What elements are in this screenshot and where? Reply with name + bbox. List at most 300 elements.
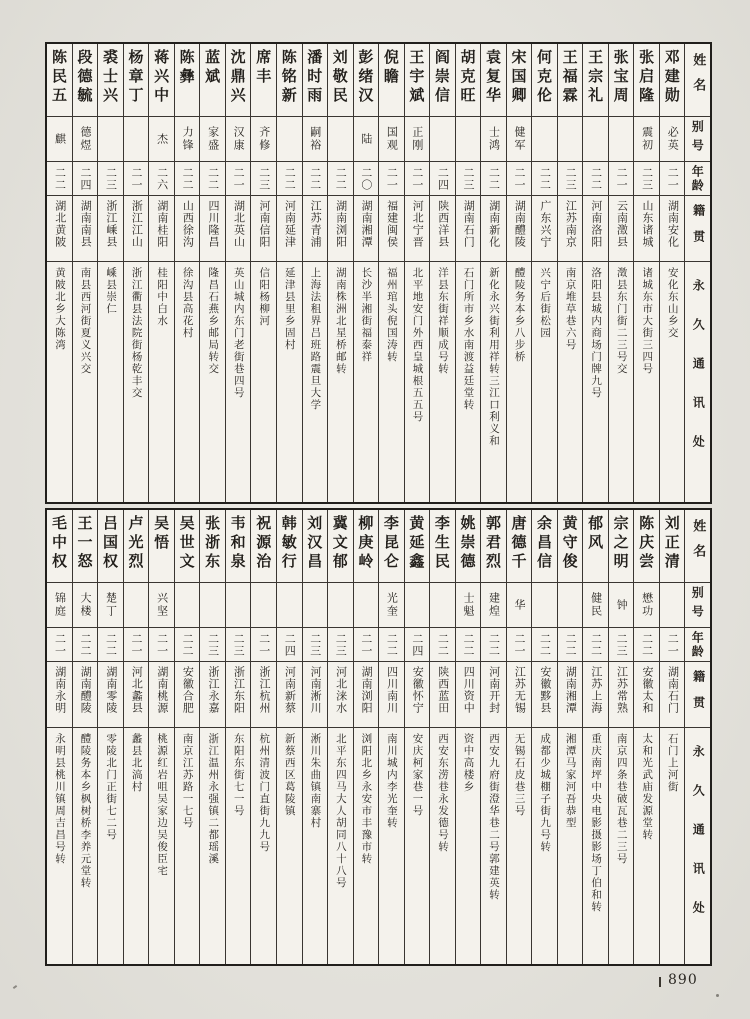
entry-cell-origin [124,661,149,727]
entry-origin: 江苏青浦 [309,200,323,248]
entry-cell-alias [634,116,659,161]
entry-cell-age [430,627,455,661]
entry-address: 西安九府街澄华巷二号郭建英转 [488,733,501,901]
entry-origin: 浙江东阳 [232,666,246,714]
entry-cell-age [124,627,149,661]
entry-cell-address [609,261,634,502]
entry-column [455,44,481,502]
entry-address: 长沙半湘街福泰祥 [360,267,373,363]
entry-cell-origin [73,195,98,261]
entry-cell-address [149,261,174,502]
header-cell-age [685,161,710,195]
entry-cell-name [175,510,200,582]
entry-column [123,510,149,964]
entry-age: 二四 [78,166,92,191]
entry-age: 二一 [232,166,246,191]
entry-address: 石门所市乡水南渡益廷堂转 [462,267,475,411]
entry-cell-age [175,627,200,661]
entry-cell-address [328,261,353,502]
entry-cell-alias [481,116,506,161]
entry-column [353,44,379,502]
header-cell-alias [685,582,710,627]
entry-cell-alias [98,582,123,627]
entry-cell-origin [507,661,532,727]
entry-column [47,510,72,964]
entry-age: 二一 [385,166,399,191]
entry-address: 淅川朱曲镇南寨村 [309,733,322,829]
entry-cell-origin [379,661,404,727]
entry-alias: 汉康 [232,126,246,152]
entry-age: 二一 [359,632,373,657]
entry-age: 二一 [130,632,144,657]
entry-name: 郁风 [586,515,605,553]
entry-address: 延津县里乡固村 [283,267,296,351]
entry-name: 席丰 [254,49,273,87]
entry-address: 西安东涝巷永发德号转 [436,733,449,853]
entry-cell-address [660,261,685,502]
header-cell-address [685,261,710,502]
entry-column [404,44,430,502]
entry-address: 浙江温州永强镇二都瑶溪 [207,733,220,865]
entry-cell-address [328,727,353,964]
header-cell-origin [685,195,710,261]
entry-cell-origin [149,661,174,727]
entry-name: 段德毓 [75,49,94,106]
entry-cell-origin [634,661,659,727]
entry-column [276,510,302,964]
entry-cell-name [328,44,353,116]
entry-cell-address [660,727,685,964]
entry-address: 南川城内李光奎转 [385,733,398,829]
header-age-label: 年龄 [690,164,705,193]
entry-cell-origin [532,195,557,261]
entry-cell-alias [277,116,302,161]
entry-address: 徐沟县高花村 [181,267,194,339]
entry-name: 沈鼎兴 [228,49,247,106]
entry-cell-address [354,727,379,964]
entry-cell-age [456,627,481,661]
entry-cell-origin [251,661,276,727]
entry-cell-origin [558,195,583,261]
entry-cell-age [481,161,506,195]
entry-name: 卢光烈 [126,515,145,572]
entry-address: 醴陵务本乡枫树桥李养元堂转 [79,733,92,889]
entry-cell-origin [660,661,685,727]
entry-cell-name [609,44,634,116]
entry-cell-age [558,161,583,195]
entry-origin: 湖南醴陵 [513,200,527,248]
entry-cell-name [583,44,608,116]
entry-origin: 湖南桂阳 [155,200,169,248]
entry-alias: 健军 [513,126,527,152]
entry-alias: 齐修 [257,126,271,152]
entry-cell-age [277,627,302,661]
entry-column [123,44,149,502]
entry-cell-alias [583,582,608,627]
entry-column [250,44,276,502]
entry-cell-alias [200,582,225,627]
entry-cell-alias [200,116,225,161]
entry-origin: 四川隆昌 [206,200,220,248]
entry-address: 重庆南坪中央电影摄影场丁伯和转 [590,733,603,913]
header-cell-origin [685,661,710,727]
entry-cell-name [226,510,251,582]
entry-alias: 震初 [640,126,654,152]
entry-cell-address [303,261,328,502]
entry-name: 余昌信 [535,515,554,572]
entry-cell-age [660,627,685,661]
entry-name: 刘敬民 [330,49,349,106]
entry-cell-origin [98,195,123,261]
entry-origin: 河北宁晋 [411,200,425,248]
entry-cell-age [303,161,328,195]
entry-cell-name [456,44,481,116]
entry-age: 二一 [130,166,144,191]
entry-address: 南京四条巷破瓦巷二三号 [615,733,628,865]
entry-origin: 河南开封 [487,666,501,714]
entry-cell-name [558,44,583,116]
entry-origin: 湖南安化 [666,200,680,248]
entry-address: 无锡石皮巷三号 [513,733,526,817]
entry-cell-address [149,727,174,964]
entry-cell-age [456,161,481,195]
entry-cell-address [200,727,225,964]
entry-origin: 河北蠡县 [130,666,144,714]
entry-cell-alias [328,582,353,627]
entry-age: 二三 [257,166,271,191]
entry-cell-age [583,161,608,195]
entry-cell-name [609,510,634,582]
entry-address: 澂县东门街二三号交 [615,267,628,375]
entry-cell-alias [175,582,200,627]
entry-cell-age [379,627,404,661]
entry-cell-age [507,161,532,195]
entry-cell-alias [430,582,455,627]
entry-cell-alias [379,116,404,161]
entry-age: 二二 [564,632,578,657]
entry-name: 王宗礼 [586,49,605,106]
entry-cell-age [430,161,455,195]
entry-cell-address [430,727,455,964]
entry-alias: 力锋 [181,126,195,152]
entry-column [148,510,174,964]
entry-origin: 湖南桃源 [155,666,169,714]
entry-column [327,510,353,964]
entry-address: 洋县东街祥顺成号转 [436,267,449,375]
entry-column [327,44,353,502]
entry-cell-alias [405,582,430,627]
entry-origin: 四川资中 [462,666,476,714]
entry-cell-alias [481,582,506,627]
entry-cell-name [481,44,506,116]
entry-name: 韩敏行 [279,515,298,572]
entry-cell-alias [303,582,328,627]
entry-name: 毛中权 [49,515,68,572]
entry-column [506,510,532,964]
entry-cell-name [200,44,225,116]
entry-cell-name [354,510,379,582]
entry-name: 姚崇德 [458,515,477,572]
entry-cell-address [634,261,659,502]
entry-origin: 福建闽侯 [385,200,399,248]
entry-name: 黄守俊 [560,515,579,572]
entry-column [506,44,532,502]
header-cell-age [685,627,710,661]
entry-cell-name [634,44,659,116]
entry-cell-origin [149,195,174,261]
entry-alias: 陆 [359,132,373,146]
table-columns [47,44,710,502]
entry-cell-address [98,727,123,964]
entry-alias: 大楼 [78,592,92,618]
entry-cell-name [124,510,149,582]
entry-cell-origin [634,195,659,261]
table-columns [47,510,710,964]
entry-cell-origin [200,661,225,727]
entry-age: 二三 [104,166,118,191]
entry-name: 蒋兴中 [152,49,171,106]
entry-cell-name [430,44,455,116]
entry-address: 新化永兴街利用祥转三江口利义和 [488,267,501,447]
entry-column [659,44,685,502]
scan-artifact-dot [716,994,719,997]
entry-origin: 湖南石门 [462,200,476,248]
entry-cell-age [98,627,123,661]
entry-name: 杨章丁 [126,49,145,106]
entry-cell-name [124,44,149,116]
entry-origin: 湖北英山 [232,200,246,248]
entry-column [455,510,481,964]
entry-cell-address [532,727,557,964]
entry-cell-address [73,727,98,964]
entry-origin: 云南澂县 [615,200,629,248]
entry-age: 二二 [53,166,67,191]
entry-cell-name [149,510,174,582]
entry-column [47,44,72,502]
entry-name: 王一怒 [75,515,94,572]
entry-age: 二三 [232,632,246,657]
entry-column [608,510,634,964]
entry-cell-origin [481,661,506,727]
entry-address: 永明县桃川镇周吉昌号转 [54,733,67,865]
entry-cell-alias [73,582,98,627]
entry-cell-age [226,627,251,661]
entry-column [225,510,251,964]
entry-age: 二二 [181,166,195,191]
entry-cell-origin [405,195,430,261]
entry-age: 二〇 [359,166,373,191]
entry-age: 二二 [487,166,501,191]
entry-cell-age [328,627,353,661]
entry-cell-age [251,627,276,661]
entry-cell-alias [583,116,608,161]
entry-cell-age [328,161,353,195]
entry-column [199,510,225,964]
entry-column [378,510,404,964]
entry-cell-address [226,727,251,964]
entry-column [633,44,659,502]
entry-origin: 湖南醴陵 [79,666,93,714]
entry-cell-alias [558,582,583,627]
entry-origin: 湖南零陵 [104,666,118,714]
entry-cell-name [200,510,225,582]
entry-cell-age [379,161,404,195]
entry-column [353,510,379,964]
entry-origin: 湖南湘潭 [564,666,578,714]
entry-alias: 楚丁 [104,592,118,618]
entry-address: 太和光武庙发源堂转 [641,733,654,841]
entry-age: 二三 [206,632,220,657]
entry-origin: 湖南南县 [79,200,93,248]
entry-age: 二一 [666,166,680,191]
entry-name: 李昆仑 [381,515,400,572]
entry-cell-address [73,261,98,502]
entry-alias: 士魁 [461,592,475,618]
entry-age: 二四 [410,632,424,657]
entry-cell-origin [328,195,353,261]
entry-alias: 健民 [589,592,603,618]
entry-cell-age [124,161,149,195]
entry-column [276,44,302,502]
entry-cell-age [175,161,200,195]
entry-address: 信阳杨柳河 [258,267,271,327]
entry-origin: 江苏无锡 [513,666,527,714]
entry-address: 新蔡西区葛陵镇 [283,733,296,817]
entry-age: 二二 [487,632,501,657]
entry-origin: 湖南石门 [666,666,680,714]
entry-cell-origin [251,195,276,261]
entry-cell-alias [532,116,557,161]
entry-cell-age [507,627,532,661]
header-name-label: 姓名 [690,53,706,103]
entry-cell-alias [149,582,174,627]
entry-column [659,510,685,964]
entry-origin: 广东兴宁 [538,200,552,248]
entry-address: 上海法租界吕班路震旦大学 [309,267,322,411]
entry-alias: 懋功 [640,592,654,618]
entry-age: 二二 [461,632,475,657]
entry-cell-alias [532,582,557,627]
header-alias-label: 别号 [690,586,705,624]
entry-cell-alias [634,582,659,627]
entry-alias: 钟 [615,598,629,612]
entry-cell-address [558,727,583,964]
entry-address: 嵊县崇仁 [105,267,118,315]
entry-alias: 国观 [385,126,399,152]
entry-cell-address [200,261,225,502]
entry-alias: 正刚 [410,126,424,152]
header-age-label: 年龄 [690,630,705,659]
entry-alias: 兴坚 [155,592,169,618]
entry-name: 胡克旺 [458,49,477,106]
entry-cell-name [303,44,328,116]
entry-address: 南京堆草巷六号 [564,267,577,351]
entry-cell-origin [609,661,634,727]
entry-cell-address [532,261,557,502]
entry-cell-name [379,44,404,116]
entry-cell-alias [430,116,455,161]
entry-cell-age [73,627,98,661]
entry-age: 二三 [564,166,578,191]
header-address-label: 永久通讯处 [691,279,706,474]
entry-column [97,44,123,502]
page-number: 890 [668,972,698,988]
entry-age: 二二 [308,166,322,191]
entry-address: 北平东四马大人胡同八十八号 [334,733,347,889]
entry-cell-name [277,44,302,116]
entry-cell-age [200,161,225,195]
entry-cell-name [303,510,328,582]
entry-cell-address [507,727,532,964]
entry-age: 二一 [513,166,527,191]
entry-cell-origin [277,661,302,727]
entry-address: 零陵北门正街七二号 [105,733,118,841]
header-column [684,44,710,502]
entry-cell-age [634,627,659,661]
entry-name: 裘士兴 [101,49,120,106]
entry-cell-alias [558,116,583,161]
entry-column [199,44,225,502]
entry-alias: 麒 [53,132,67,146]
entry-cell-address [379,261,404,502]
entry-origin: 安徽太和 [640,666,654,714]
header-address-label: 永久通讯处 [691,745,706,940]
entry-address: 石门上河街 [666,733,679,793]
entry-name: 陈民五 [49,49,68,106]
entry-cell-name [634,510,659,582]
registry-table-bottom [45,508,712,966]
entry-cell-name [354,44,379,116]
entry-cell-origin [47,661,72,727]
entry-column [404,510,430,964]
entry-address: 醴陵务本乡八步桥 [513,267,526,363]
entry-alias: 嗣裕 [308,126,322,152]
entry-column [429,44,455,502]
entry-column [174,510,200,964]
entry-cell-origin [354,195,379,261]
entry-name: 邓建勋 [662,49,681,106]
entry-column [97,510,123,964]
entry-cell-alias [175,116,200,161]
entry-name: 陈铭新 [279,49,298,106]
entry-cell-origin [47,195,72,261]
header-cell-alias [685,116,710,161]
entry-column [302,510,328,964]
entry-column [72,44,98,502]
entry-column [250,510,276,964]
entry-cell-alias [251,582,276,627]
entry-column [557,44,583,502]
header-name-label: 姓名 [690,519,706,569]
entry-age: 二二 [538,166,552,191]
entry-column [531,44,557,502]
entry-cell-origin [456,661,481,727]
entry-cell-origin [354,661,379,727]
entry-cell-age [405,627,430,661]
entry-cell-name [47,510,72,582]
entry-cell-age [277,161,302,195]
entry-name: 倪瞻 [381,49,400,87]
entry-origin: 安徽合肥 [181,666,195,714]
entry-address: 东阳东街七一号 [232,733,245,817]
entry-cell-origin [226,661,251,727]
entry-cell-address [303,727,328,964]
entry-cell-age [47,627,72,661]
entry-column [582,44,608,502]
entry-age: 二二 [181,632,195,657]
entry-address: 南县西河街夏义兴交 [79,267,92,375]
entry-origin: 浙江嵊县 [104,200,118,248]
